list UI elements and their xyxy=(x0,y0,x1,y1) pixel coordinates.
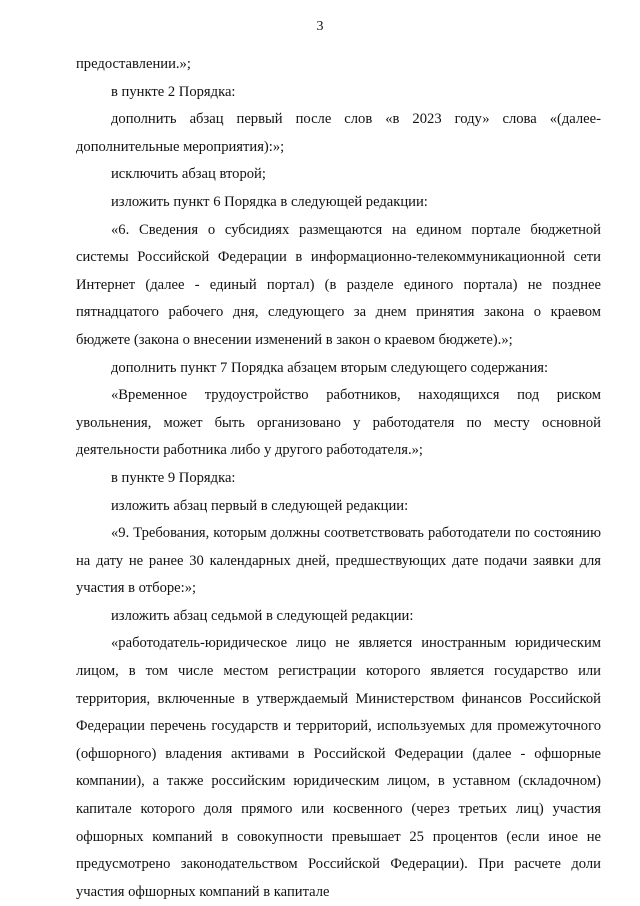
paragraph: предоставлении.»; xyxy=(76,56,191,72)
page-number: 3 xyxy=(316,19,324,34)
paragraph: в пункте 9 Порядка: xyxy=(111,469,236,486)
paragraph: дополнить пункт 7 Порядка абзацем вторым следующего содержания: xyxy=(111,359,549,376)
document-body xyxy=(76,51,601,906)
paragraph: изложить абзац седьмой в следующей редакции: xyxy=(111,607,414,624)
paragraph: исключить абзац второй; xyxy=(111,166,266,183)
paragraph: в пункте 2 Порядка: xyxy=(111,83,236,100)
paragraph: «Временное трудоустройство работников, находящихся под риском увольнения, может быть организовано у работодателя по месту основной деятельности работника либо у другого работодателя.»; xyxy=(76,387,601,459)
paragraph: «работодатель-юридическое лицо не является иностранным юридическим лицом, в том числе местом регистрации которого является государство или территория, включенные в утверждаемый Министерством финансов Российской Федерации перечень государств и территорий, используемых для промежуточного (офшорного) владения активами в Российской Федерации (далее - офшорные компании), а также российским юридическим лицом, в уставном (складочном) капитале которого доля прямого или косвенного (через третьих лиц) участия офшорных компаний в совокупности превышает 25 процентов (если иное не предусмотрено законодательством Российской Федерации). При расчете доли участия офшорных компаний в капитале xyxy=(76,635,601,900)
paragraph: «9. Требования, которым должны соответствовать работодатели по состоянию на дату не ранее 30 календарных дней, предшествующих дате подачи заявки для участия в отборе:»; xyxy=(76,525,601,597)
paragraph: изложить пункт 6 Порядка в следующей редакции: xyxy=(111,193,428,210)
paragraph: «6. Сведения о субсидиях размещаются на едином портале бюджетной системы Российской Федерации в информационно-телекоммуникационной сети Интернет (далее - единый портал) (в разделе единого портала) не позднее пятнадцатого рабочего дня, следующего за днем принятия закона о краевом бюджете (закона о внесении изменений в закон о краевом бюджете).»; xyxy=(76,221,601,348)
paragraph: дополнить абзац первый после слов «в 2023 году» слова «(далее-дополнительные мероприятия):»; xyxy=(76,111,601,155)
paragraph: изложить абзац первый в следующей редакции: xyxy=(111,497,409,514)
